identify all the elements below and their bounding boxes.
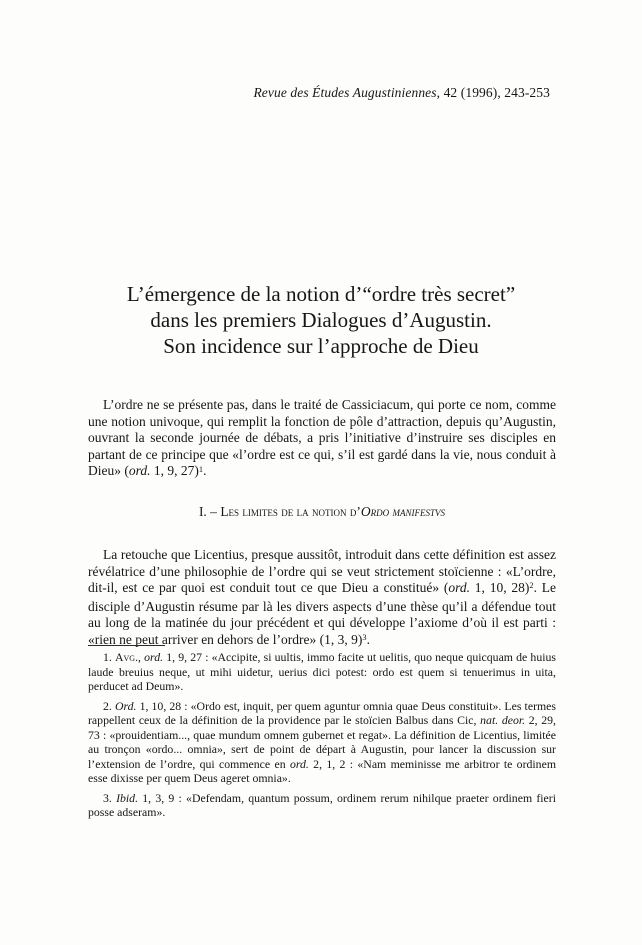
footnote-2-number: 2. — [103, 698, 115, 713]
footnote-3-text: 1, 3, 9 : «Defendam, quantum possum, ordinem rerum nihilque praeter ordinem fieri posse adseram». — [88, 790, 556, 819]
footnote-1 — [88, 650, 556, 694]
footnote-2-text-a: 1, 10, 28 : «Ordo est, inquit, per quem aguntur omnia quae Deus constituit». Les termes rappellent ceux de la définition de la providence par le stoïcien Balbus dans Cic, — [88, 698, 556, 727]
footnote-separator-rule — [88, 645, 165, 646]
article-title — [60, 281, 582, 359]
paragraph-2-text-b: . Le disciple d’Augustin résume par là les divers aspects d’une thèse qu’il a défendue tout au long de la matinée du jour précédent et qui développe l’axiome d’où il est parti : «rien ne peut arriver en dehors de l’ordre» (1, 3, 9) — [88, 580, 557, 647]
paragraph-2-text-a: La retouche que Licentius, presque aussitôt, introduit dans cette définition est assez révélatrice d’une philosophie de l’ordre qui se veut strictement stoïcienne : «L’ordre, dit-il, est ce par quoi est conduit tout ce que Dieu a constitué» ( — [88, 547, 556, 596]
journal-issue-info: , 42 (1996), 243-253 — [436, 85, 550, 100]
footnote-ref-3: 3 — [362, 633, 367, 643]
footnote-ref-2: 2 — [529, 581, 534, 591]
article-title-line-2: dans les premiers Dialogues d’Augustin. — [150, 308, 492, 332]
section-heading-text: Les limites de la notion d’ — [220, 504, 361, 519]
citation-locus: 1, 9, 27) — [150, 463, 199, 479]
work-abbrev-ord: ord. — [128, 463, 151, 479]
footnote-1-text-a: , — [138, 650, 145, 664]
section-heading-latin: Ordo manifestvs — [360, 504, 446, 519]
footnote-ref-1: 1 — [198, 464, 204, 474]
sentence-end: . — [366, 631, 370, 647]
footnote-1-number: 1. — [103, 650, 116, 664]
paragraph-1 — [88, 397, 556, 482]
author-abbrev-avg: Avg. — [115, 650, 139, 664]
sentence-end: . — [203, 463, 207, 479]
work-abbrev-ibid: Ibid. — [116, 790, 139, 805]
footnote-2 — [88, 699, 556, 786]
journal-name: Revue des Études Augustiniennes — [253, 85, 437, 100]
footnotes-block — [88, 650, 556, 825]
paragraph-1-text: L’ordre ne se présente pas, dans le traité de Cassiciacum, qui porte ce nom, comme une notion univoque, qui remplit la fonction de pôle d’attraction, depuis qu’Augustin, ouvrant la seconde journée de débats, a pris l’initiative d’instruire ses disciples en partant de ce principe que «l’ordre est ce qui, s’il est gardé dans la vie, nous conduit à Dieu» ( — [88, 397, 556, 479]
work-abbrev-nat-deor: nat. deor. — [480, 713, 526, 727]
work-abbrev-ord: Ord. — [114, 698, 137, 713]
work-abbrev-ord: ord. — [289, 756, 309, 771]
footnote-2-text-c: 2, 1, 2 : «Nam meminisse me arbitror te ordinem esse dixisse per quem Deus ageret omnia». — [88, 756, 556, 785]
section-numeral: I. – — [198, 504, 221, 519]
paragraph-2 — [88, 547, 556, 651]
footnote-1-text-b: 1, 9, 27 : «Accipite, si uultis, immo facite ut uelitis, quo neque quicquam de huius laude breuius neque, ut mihi uidetur, uerius dici potest: ordo est quem si tenuerimus in uita, perducet ad Deum». — [88, 650, 556, 693]
work-abbrev-ord: ord. — [144, 650, 164, 664]
work-abbrev-ord: ord. — [448, 580, 471, 596]
citation-locus: 1, 10, 28) — [470, 580, 530, 596]
running-head — [88, 85, 550, 101]
footnote-3-number: 3. — [103, 790, 117, 805]
footnote-3 — [88, 791, 556, 820]
article-title-line-1: L’émergence de la notion d’“ordre très secret” — [126, 282, 516, 306]
section-heading — [88, 504, 556, 520]
article-title-line-3: Son incidence sur l’approche de Dieu — [163, 334, 479, 358]
footnote-2-text-b: 2, 29, 73 : «prouidentiam..., quae mundum omnem gubernet et regat». La définition de Licentius, limitée au tronçon «ordo... omnia», sert de point de départ à Augustin, pour lancer la discussion sur l’extension de l’ordre, qui commence en — [88, 713, 556, 771]
